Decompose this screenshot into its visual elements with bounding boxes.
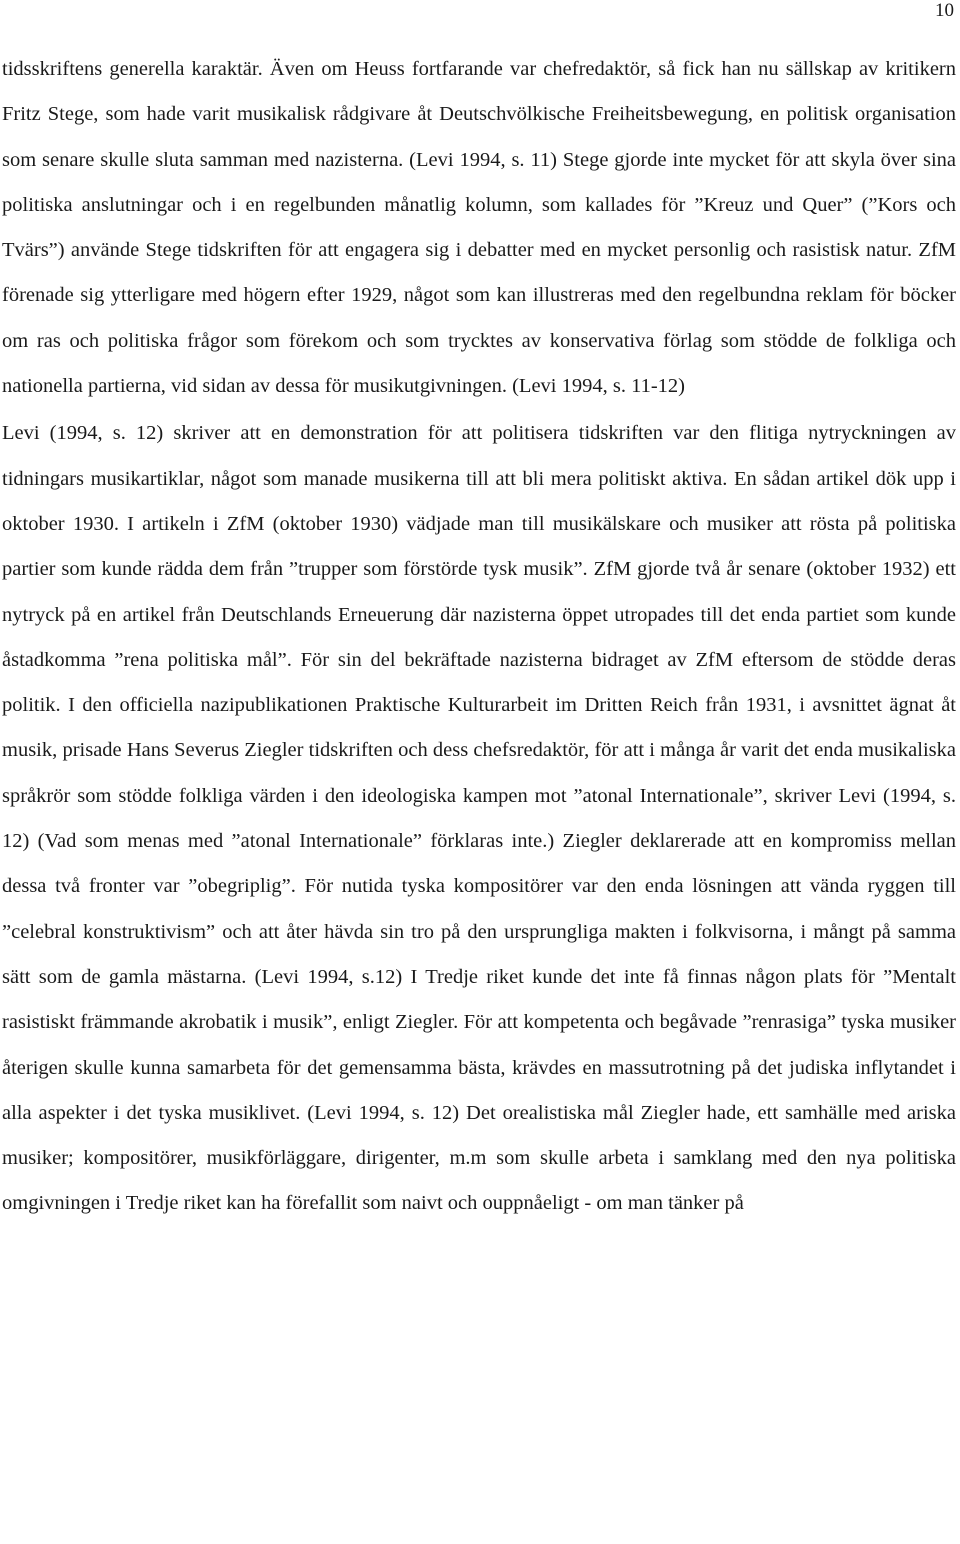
paragraph-2: Levi (1994, s. 12) skriver att en demonstration för att politisera tidskriften var den flitiga nytryckningen av tidningars musikartiklar, något som manade musikerna till att bli mera politiskt aktiva. En sådan artikel dök upp i oktober 1930. I artikeln i ZfM (oktober 1930) vädjade man till musikälskare och musiker att rösta på politiska partier som kunde rädda dem från ”trupper som förstörde tysk musik”. ZfM gjorde två år senare (oktober 1932) ett nytryck på en artikel från Deutschlands Erneuerung där nazisterna öppet utropades till det enda partiet som kunde åstadkomma ”rena politiska mål”. För sin del bekräftade nazisterna bidraget av ZfM eftersom de stödde deras politik. I den officiella nazipublikationen Praktische Kulturarbeit im Dritten Reich från 1931, i avsnittet ägnat åt musik, prisade Hans Severus Ziegler tidskriften och dess chefsredaktör, för att i många år varit det enda musikaliska språkrör som stödde folkliga värden i den ideologiska kampen mot ”atonal Internationale”, skriver Levi (1994, s. 12) (Vad som menas med ”atonal Internationale” förklaras inte.) Ziegler deklarerade att en kompromiss mellan dessa två fronter var ”obegriplig”. För nutida tyska kompositörer var den enda lösningen att vända ryggen till ”celebral konstruktivism” och att åter hävda sin tro på den ursprungliga makten i folkvisorna, i mångt på samma sätt som de gamla mästarna. (Levi 1994, s.12) I Tredje riket kunde det inte få finnas någon plats för ”Mentalt rasistiskt främmande akrobatik i musik”, enligt Ziegler. För att kompetenta och begåvade ”renrasiga” tyska musiker återigen skulle kunna samarbeta för det gemensamma bästa, krävdes en massutrotning på det judiska inflytandet i alla aspekter i det tyska musiklivet. (Levi 1994, s. 12) Det orealistiska mål Ziegler hade, ett samhälle med ariska musiker; kompositörer, musikförläggare, dirigenter, m.m som skulle arbeta i samklang med den nya politiska omgivningen i Tredje riket kan ha förefallit som naivt och ouppnåeligt - om man tänker på [2, 422, 956, 1215]
page-number: 10 [935, 0, 954, 21]
paragraph-1: tidsskriftens generella karaktär. Även om Heuss fortfarande var chefredaktör, så fick han nu sällskap av kritikern Fritz Stege, som hade varit musikalisk rådgivare åt Deutschvölkische Freiheitsbewegung, en politisk organisation som senare skulle sluta samman med nazisterna. (Levi 1994, s. 11) Stege gjorde inte mycket för att skyla över sina politiska anslutningar och i en regelbunden månatlig kolumn, som kallades för ”Kreuz und Quer” (”Kors och Tvärs”) använde Stege tidskriften för att engagera sig i debatter med en mycket personlig och rasistisk natur. ZfM förenade sig ytterligare med högern efter 1929, något som kan illustreras med den regelbundna reklam för böcker om ras och politiska frågor som förekom och som trycktes av konservativa förlag som stödde de folkliga och nationella partierna, vid sidan av dessa för musikutgivningen. (Levi 1994, s. 11-12) [2, 58, 956, 398]
document-body [2, 47, 956, 1227]
